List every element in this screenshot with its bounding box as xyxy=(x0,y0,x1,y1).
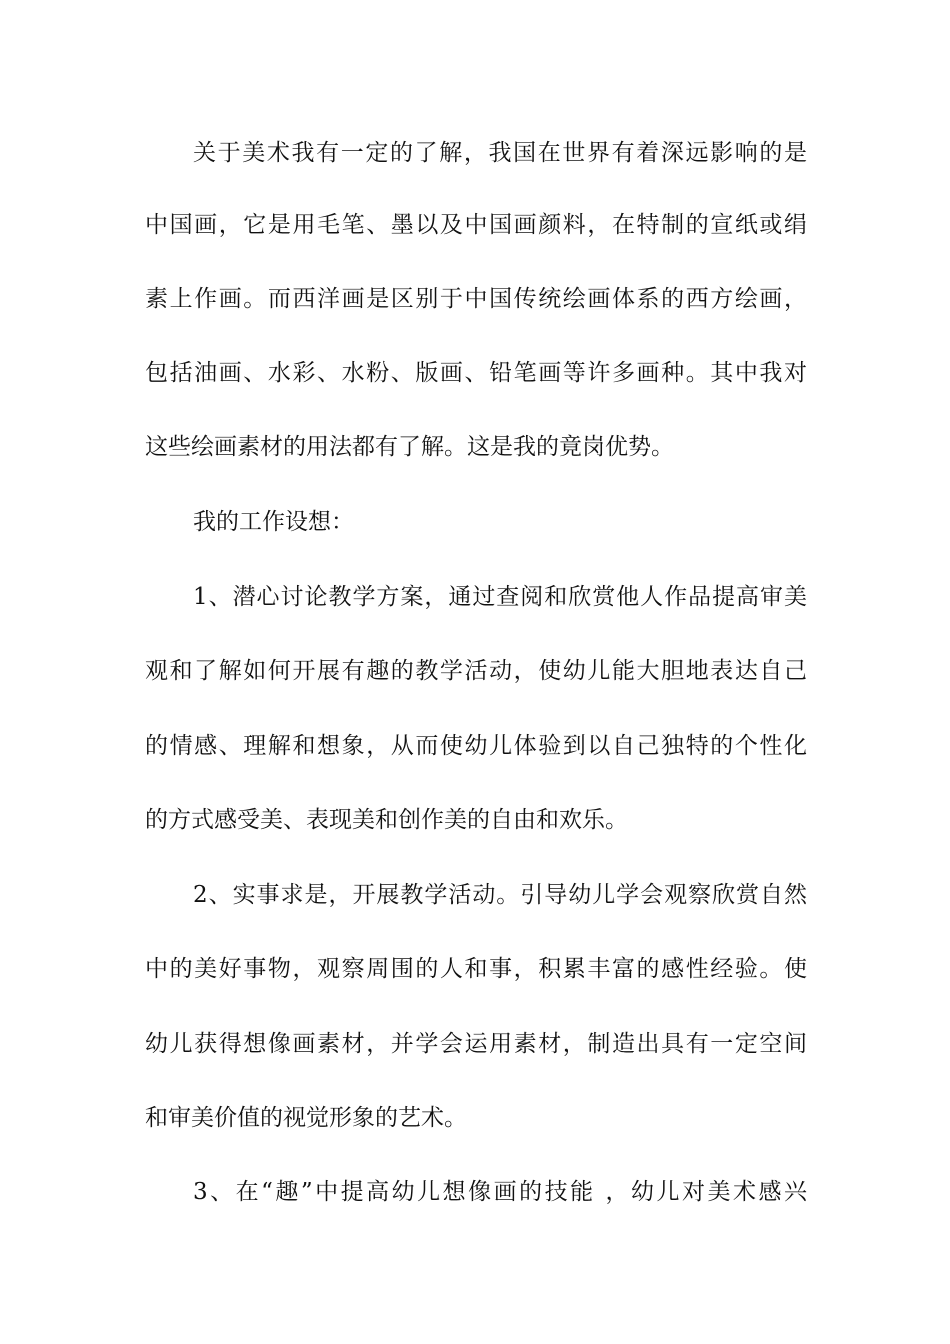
text-line: 1、潜心讨论教学方案，通过查阅和欣赏他人作品提高审美 xyxy=(193,584,807,610)
text-line: 的方式感受美、表现美和创作美的自由和欢乐。 xyxy=(145,807,628,833)
text-line: 中国画，它是用毛笔、墨以及中国画颜料，在特制的宣纸或绢 xyxy=(145,212,807,238)
text-line: 我的工作设想： xyxy=(193,509,354,535)
text-line: 幼儿获得想像画素材，并学会运用素材，制造出具有一定空间 xyxy=(145,1031,807,1057)
text-line: 观和了解如何开展有趣的教学活动，使幼儿能大胆地表达自己 xyxy=(145,658,807,684)
text-line: 素上作画。而西洋画是区别于中国传统绘画体系的西方绘画， xyxy=(145,286,807,312)
text-line: 和审美价值的视觉形象的艺术。 xyxy=(145,1105,467,1131)
text-line: 这些绘画素材的用法都有了解。这是我的竟岗优势。 xyxy=(145,434,674,460)
text-line: 中的美好事物，观察周围的人和事，积累丰富的感性经验。使 xyxy=(145,956,807,982)
text-line: 2、实事求是，开展教学活动。引导幼儿学会观察欣赏自然 xyxy=(193,882,807,908)
text-line: 关于美术我有一定的了解，我国在世界有着深远影响的是 xyxy=(193,140,807,166)
text-line: 包括油画、水彩、水粉、版画、铅笔画等许多画种。其中我对 xyxy=(145,360,807,386)
text-line: 的情感、理解和想象，从而使幼儿体验到以自己独特的个性化 xyxy=(145,733,807,759)
text-line: 3、在“趣”中提高幼儿想像画的技能 ，幼儿对美术感兴 xyxy=(193,1179,807,1205)
